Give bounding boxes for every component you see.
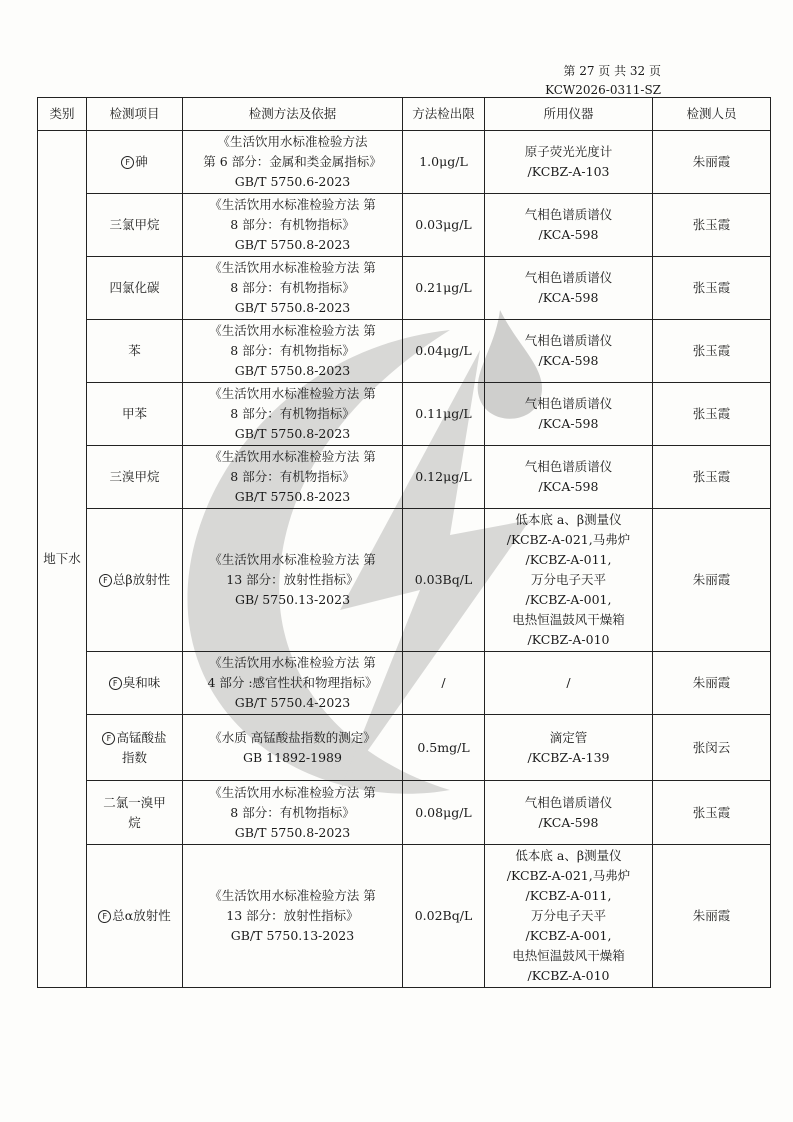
test-item-name — [90, 906, 179, 926]
tester-cell: 朱丽霞 — [653, 845, 771, 988]
test-item-text: 指数 — [121, 749, 147, 765]
test-item-name — [90, 404, 179, 424]
test-item-cell — [87, 652, 183, 715]
test-item-cell — [87, 383, 183, 446]
method-line: GB/ 5750.13-2023 — [234, 592, 351, 607]
table-row — [38, 652, 771, 715]
test-item-name — [90, 793, 179, 813]
method-line: 《生活饮用水标准检验方法 — [217, 134, 368, 149]
method-cell — [183, 446, 403, 509]
method-line: GB/T 5750.8-2023 — [234, 300, 351, 315]
column-header-method: 检测方法及依据 — [183, 98, 403, 131]
table-row — [38, 257, 771, 320]
instrument-cell — [485, 509, 653, 652]
table-header-row — [38, 98, 771, 131]
detection-limit-cell: 0.02Bq/L — [403, 845, 485, 988]
test-item-cell — [87, 509, 183, 652]
accreditation-mark-icon: F — [99, 574, 112, 587]
method-line: 《生活饮用水标准检验方法 第 — [209, 655, 376, 670]
column-header-tester: 检测人员 — [653, 98, 771, 131]
instrument-line: /KCBZ-A-001, — [525, 592, 612, 607]
instrument-line: /KCA-598 — [538, 416, 599, 431]
table-row — [38, 715, 771, 781]
detection-limit-cell: 1.0μg/L — [403, 131, 485, 194]
method-cell — [183, 383, 403, 446]
method-line: 13 部分：放射性指标》 — [226, 572, 359, 587]
tester-cell: 朱丽霞 — [653, 131, 771, 194]
accreditation-mark-icon: F — [121, 156, 134, 169]
test-item-cell — [87, 781, 183, 845]
tester-cell: 张玉霞 — [653, 320, 771, 383]
tester-cell: 张闵云 — [653, 715, 771, 781]
method-line: GB/T 5750.8-2023 — [234, 237, 351, 252]
test-item-cell — [87, 715, 183, 781]
method-line: GB/T 5750.8-2023 — [234, 824, 351, 840]
method-line: 8 部分：有机物指标》 — [230, 469, 355, 484]
method-cell — [183, 845, 403, 988]
detection-limit-cell: 0.03μg/L — [403, 194, 485, 257]
instrument-line: 滴定管 — [549, 729, 588, 745]
test-item-text: 烷 — [128, 814, 141, 830]
instrument-cell — [485, 845, 653, 988]
method-line: GB/T 5750.8-2023 — [234, 489, 351, 504]
column-header-item: 检测项目 — [87, 98, 183, 131]
instrument-line: /KCA-598 — [538, 814, 599, 830]
accreditation-mark-icon: F — [102, 732, 115, 745]
instrument-line: /KCBZ-A-139 — [527, 749, 610, 765]
instrument-line: /KCA-598 — [538, 290, 599, 305]
instrument-line: 气相色谱质谱仪 — [524, 270, 613, 285]
category-cell: 地下水 — [38, 131, 87, 988]
test-item-text: 臭和味 — [122, 675, 161, 690]
instrument-line: /KCBZ-A-010 — [527, 632, 610, 647]
instrument-cell — [485, 131, 653, 194]
instrument-line: / — [566, 675, 571, 690]
instrument-cell — [485, 652, 653, 715]
detection-limit-cell: 0.08μg/L — [403, 781, 485, 845]
test-item-name — [90, 748, 179, 768]
instrument-cell — [485, 320, 653, 383]
method-line: 8 部分：有机物指标》 — [230, 217, 355, 232]
method-cell — [183, 320, 403, 383]
test-item-cell — [87, 845, 183, 988]
table-body — [38, 131, 771, 988]
test-item-text: 苯 — [128, 343, 141, 358]
table-row — [38, 131, 771, 194]
test-item-name — [90, 278, 179, 298]
detection-limit-cell: 0.03Bq/L — [403, 509, 485, 652]
instrument-line: /KCBZ-A-021,马弗炉 — [506, 868, 631, 883]
table-row — [38, 446, 771, 509]
test-item-text: 高锰酸盐 — [116, 729, 167, 745]
column-header-instrument: 所用仪器 — [485, 98, 653, 131]
test-item-name — [90, 152, 179, 172]
instrument-line: /KCA-598 — [538, 227, 599, 242]
test-method-table — [37, 97, 771, 988]
instrument-line: 低本底 a、β测量仪 — [515, 848, 622, 863]
test-item-cell — [87, 131, 183, 194]
instrument-line: 电热恒温鼓风干燥箱 — [512, 948, 625, 963]
accreditation-mark-icon: F — [98, 910, 111, 923]
report-number: KCW2026-0311-SZ — [545, 83, 661, 97]
test-item-text: 三氯甲烷 — [109, 217, 160, 232]
tester-cell: 张玉霞 — [653, 383, 771, 446]
method-line: 《生活饮用水标准检验方法 第 — [209, 888, 376, 903]
instrument-cell — [485, 715, 653, 781]
table-row — [38, 509, 771, 652]
column-header-limit: 方法检出限 — [403, 98, 485, 131]
table-row — [38, 194, 771, 257]
instrument-line: 气相色谱质谱仪 — [524, 794, 613, 810]
method-line: 《生活饮用水标准检验方法 第 — [209, 197, 376, 212]
detection-limit-cell: / — [403, 652, 485, 715]
method-line: GB 11892-1989 — [243, 749, 342, 765]
method-line: 《生活饮用水标准检验方法 第 — [209, 260, 376, 275]
instrument-cell — [485, 383, 653, 446]
instrument-line: /KCBZ-A-103 — [527, 164, 610, 179]
test-item-name — [90, 467, 179, 487]
instrument-cell — [485, 781, 653, 845]
tester-cell: 朱丽霞 — [653, 509, 771, 652]
tester-cell: 张玉霞 — [653, 257, 771, 320]
instrument-line: /KCA-598 — [538, 353, 599, 368]
test-item-name — [90, 673, 179, 693]
test-item-cell — [87, 257, 183, 320]
test-item-text: 总α放射性 — [112, 908, 171, 923]
instrument-line: 电热恒温鼓风干燥箱 — [512, 612, 625, 627]
page-header — [545, 62, 661, 100]
instrument-line: 低本底 a、β测量仪 — [515, 512, 622, 527]
method-line: GB/T 5750.13-2023 — [230, 928, 355, 943]
method-line: 8 部分：有机物指标》 — [230, 406, 355, 421]
column-header-category: 类别 — [38, 98, 87, 131]
method-line: 4 部分 :感官性状和物理指标》 — [207, 675, 378, 690]
instrument-cell — [485, 257, 653, 320]
method-line: 《生活饮用水标准检验方法 第 — [209, 323, 376, 338]
method-cell — [183, 257, 403, 320]
test-item-cell — [87, 446, 183, 509]
instrument-line: 万分电子天平 — [530, 572, 606, 587]
method-line: 8 部分：有机物指标》 — [230, 280, 355, 295]
method-line: 8 部分：有机物指标》 — [230, 804, 355, 820]
table-row — [38, 320, 771, 383]
method-line: 《生活饮用水标准检验方法 第 — [209, 784, 376, 800]
instrument-line: /KCBZ-A-011, — [525, 552, 612, 567]
tester-cell: 张玉霞 — [653, 446, 771, 509]
instrument-line: /KCBZ-A-010 — [527, 968, 610, 983]
method-line: GB/T 5750.6-2023 — [234, 174, 351, 189]
instrument-line: 万分电子天平 — [530, 908, 606, 923]
method-line: 《生活饮用水标准检验方法 第 — [209, 552, 376, 567]
instrument-line: /KCBZ-A-011, — [525, 888, 612, 903]
instrument-line: 气相色谱质谱仪 — [524, 459, 613, 474]
instrument-line: 气相色谱质谱仪 — [524, 396, 613, 411]
instrument-line: 气相色谱质谱仪 — [524, 207, 613, 222]
method-cell — [183, 194, 403, 257]
method-line: 8 部分：有机物指标》 — [230, 343, 355, 358]
method-cell — [183, 715, 403, 781]
instrument-line: 原子荧光光度计 — [524, 144, 613, 159]
method-line: 第 6 部分：金属和类金属指标》 — [203, 154, 382, 169]
detection-limit-cell: 0.21μg/L — [403, 257, 485, 320]
test-item-text: 三溴甲烷 — [109, 469, 160, 484]
test-item-text: 二氯一溴甲 — [103, 794, 166, 810]
method-cell — [183, 131, 403, 194]
method-line: 《生活饮用水标准检验方法 第 — [209, 449, 376, 464]
method-line: GB/T 5750.4-2023 — [234, 695, 351, 710]
detection-limit-cell: 0.5mg/L — [403, 715, 485, 781]
method-line: 《生活饮用水标准检验方法 第 — [209, 386, 376, 401]
table-row — [38, 781, 771, 845]
test-item-cell — [87, 194, 183, 257]
test-item-name — [90, 728, 179, 748]
method-cell — [183, 652, 403, 715]
tester-cell: 朱丽霞 — [653, 652, 771, 715]
detection-limit-cell: 0.11μg/L — [403, 383, 485, 446]
method-cell — [183, 781, 403, 845]
test-item-text: 总β放射性 — [112, 572, 171, 587]
method-line: 13 部分：放射性指标》 — [226, 908, 359, 923]
test-item-cell — [87, 320, 183, 383]
instrument-line: /KCA-598 — [538, 479, 599, 494]
test-item-text: 砷 — [135, 154, 148, 169]
page-info: 第 27 页 共 32 页 — [563, 64, 661, 78]
detection-limit-cell: 0.04μg/L — [403, 320, 485, 383]
test-item-name — [90, 341, 179, 361]
method-line: GB/T 5750.8-2023 — [234, 426, 351, 441]
instrument-line: 气相色谱质谱仪 — [524, 333, 613, 348]
instrument-line: /KCBZ-A-021,马弗炉 — [506, 532, 631, 547]
tester-cell: 张玉霞 — [653, 781, 771, 845]
instrument-cell — [485, 194, 653, 257]
accreditation-mark-icon: F — [109, 677, 122, 690]
table-row — [38, 845, 771, 988]
test-item-name — [90, 215, 179, 235]
test-item-name — [90, 570, 179, 590]
tester-cell: 张玉霞 — [653, 194, 771, 257]
method-line: 《水质 高锰酸盐指数的测定》 — [209, 729, 376, 745]
test-item-text: 四氯化碳 — [109, 280, 160, 295]
method-cell — [183, 509, 403, 652]
test-item-name — [90, 813, 179, 833]
instrument-cell — [485, 446, 653, 509]
instrument-line: /KCBZ-A-001, — [525, 928, 612, 943]
detection-limit-cell: 0.12μg/L — [403, 446, 485, 509]
table-row — [38, 383, 771, 446]
test-item-text: 甲苯 — [121, 406, 147, 421]
method-line: GB/T 5750.8-2023 — [234, 363, 351, 378]
